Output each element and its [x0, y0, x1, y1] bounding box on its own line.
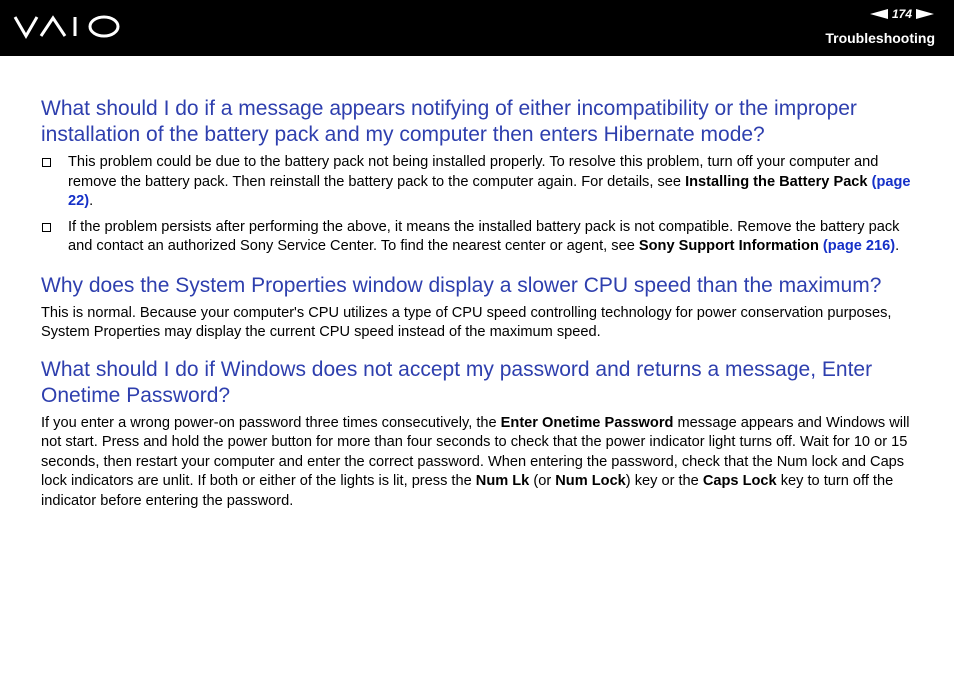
next-page-arrow-icon[interactable]	[916, 9, 934, 19]
question-2-heading: Why does the System Properties window display a slower CPU speed than the maximum?	[41, 273, 882, 297]
question-3-heading: What should I do if Windows does not accept my password and returns a message, Enter Onetime Password?	[41, 357, 873, 407]
question-2-body: This is normal. Because your computer's CPU utilizes a type of CPU speed controlling technology for power conservation purposes, System Properties may display the current CPU speed instead of the maximum speed.	[41, 304, 892, 340]
section-title: Troubleshooting	[825, 30, 935, 46]
vaio-logo	[13, 14, 121, 40]
question-1-list	[41, 153, 913, 257]
question-3-body: If you enter a wrong power-on password three times consecutively, the Enter Onetime Password message appears and Windows will not start. Press and hold the power button for more than four seconds to check that the power indicator light turns off. Wait for 10 or 15 seconds, then restart your computer and enter the correct password. When entering the password, check that the Num lock and Caps lock indicators are unlit. If both or either of the lights is lit, press the Num Lk (or Num Lock) key or the Caps Lock key to turn off the indicator before entering the password.	[41, 414, 910, 509]
page-navigation	[870, 7, 934, 21]
page-content	[41, 96, 913, 511]
page-number: 174	[891, 7, 912, 21]
list-item: If the problem persists after performing the above, it means the installed battery pack is not compatible. Remove the battery pack and contact an authorized Sony Service Center. To find the nearest center or agent, see Sony Support Information (page 216).	[41, 218, 913, 257]
page-link[interactable]: (page 22)	[68, 173, 911, 209]
page-header	[0, 0, 954, 56]
previous-page-arrow-icon[interactable]	[870, 9, 888, 19]
question-1-heading: What should I do if a message appears notifying of either incompatibility or the improper installation of the battery pack and my computer then enters Hibernate mode?	[41, 97, 857, 146]
list-item: This problem could be due to the battery pack not being installed properly. To resolve this problem, turn off your computer and remove the battery pack. Then reinstall the battery pack to the computer again. For details, see Installing the Battery Pack (page 22).	[41, 153, 913, 212]
checkbox-bullet-icon	[42, 158, 51, 167]
checkbox-bullet-icon	[42, 223, 51, 232]
page-link[interactable]: (page 216)	[822, 238, 896, 254]
